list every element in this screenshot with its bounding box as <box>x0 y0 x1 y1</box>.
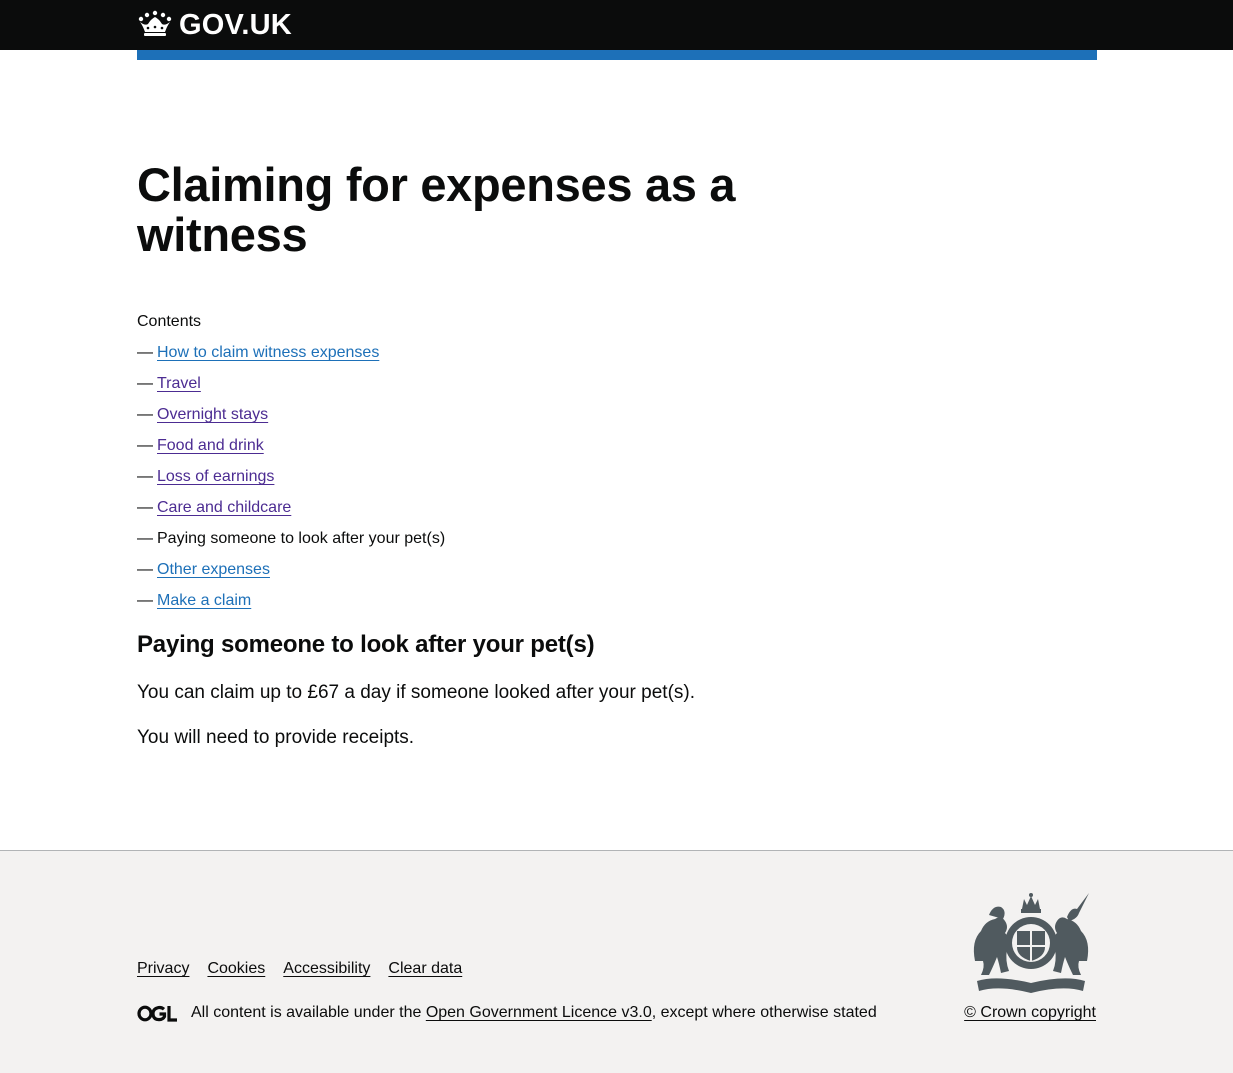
footer-link-clear-data[interactable]: Clear data <box>388 960 463 977</box>
dash: — <box>137 561 153 578</box>
contents-link-loss-of-earnings[interactable]: Loss of earnings <box>157 468 275 485</box>
site-header <box>0 0 1233 50</box>
dash: — <box>137 530 153 547</box>
contents-item-current <box>137 529 445 560</box>
crown-copyright-link[interactable]: © Crown copyright <box>964 1004 1096 1021</box>
contents-item <box>137 467 445 498</box>
contents-list <box>137 343 445 622</box>
footer-link-privacy[interactable]: Privacy <box>137 960 190 977</box>
dash: — <box>137 375 153 392</box>
header-container <box>137 0 292 50</box>
footer-link-accessibility[interactable]: Accessibility <box>283 960 371 977</box>
dash: — <box>137 499 153 516</box>
body-paragraph: You will need to provide receipts. <box>137 727 415 748</box>
open-government-licence-link[interactable]: Open Government Licence v3.0 <box>425 1004 652 1021</box>
govuk-logo-text: GOV.UK <box>179 8 292 41</box>
contents-link-other-expenses[interactable]: Other expenses <box>157 561 270 578</box>
page-title: Claiming for expenses as a witness <box>137 158 736 261</box>
header-accent-bar <box>137 50 1097 60</box>
contents-item <box>137 405 445 436</box>
body-paragraph: You can claim up to £67 a day if someone looked after your pet(s). <box>137 682 696 703</box>
section-heading: Paying someone to look after your pet(s) <box>137 631 595 658</box>
ogl-logo-icon <box>137 1005 178 1022</box>
licence-prefix: All content is available under the <box>191 1004 426 1021</box>
site-footer <box>0 850 1233 1073</box>
dash: — <box>137 592 153 609</box>
footer-links <box>137 959 480 979</box>
crown-copyright <box>964 1003 1096 1023</box>
licence-statement <box>137 1003 877 1023</box>
main-content <box>137 150 1097 748</box>
contents-link-food-and-drink[interactable]: Food and drink <box>157 437 264 454</box>
contents-current-pet-care: Paying someone to look after your pet(s) <box>157 530 446 547</box>
contents-link-care-and-childcare[interactable]: Care and childcare <box>157 499 292 516</box>
contents-item <box>137 560 445 591</box>
contents-heading: Contents <box>137 313 202 330</box>
dash: — <box>137 406 153 423</box>
royal-coat-of-arms-icon <box>967 891 1095 995</box>
contents-item <box>137 436 445 467</box>
dash: — <box>137 344 153 361</box>
contents-item <box>137 498 445 529</box>
contents-link-make-a-claim[interactable]: Make a claim <box>157 592 252 609</box>
contents-link-overnight-stays[interactable]: Overnight stays <box>157 406 269 423</box>
contents-link-how-to-claim[interactable]: How to claim witness expenses <box>157 344 380 361</box>
govuk-home-link[interactable] <box>137 9 292 42</box>
crown-icon <box>137 10 173 38</box>
contents-link-travel[interactable]: Travel <box>157 375 201 392</box>
contents-item <box>137 374 445 405</box>
contents-item <box>137 591 445 622</box>
contents-item <box>137 343 445 374</box>
dash: — <box>137 468 153 485</box>
footer-link-cookies[interactable]: Cookies <box>207 960 266 977</box>
licence-suffix: , except where otherwise stated <box>651 1004 877 1021</box>
dash: — <box>137 437 153 454</box>
